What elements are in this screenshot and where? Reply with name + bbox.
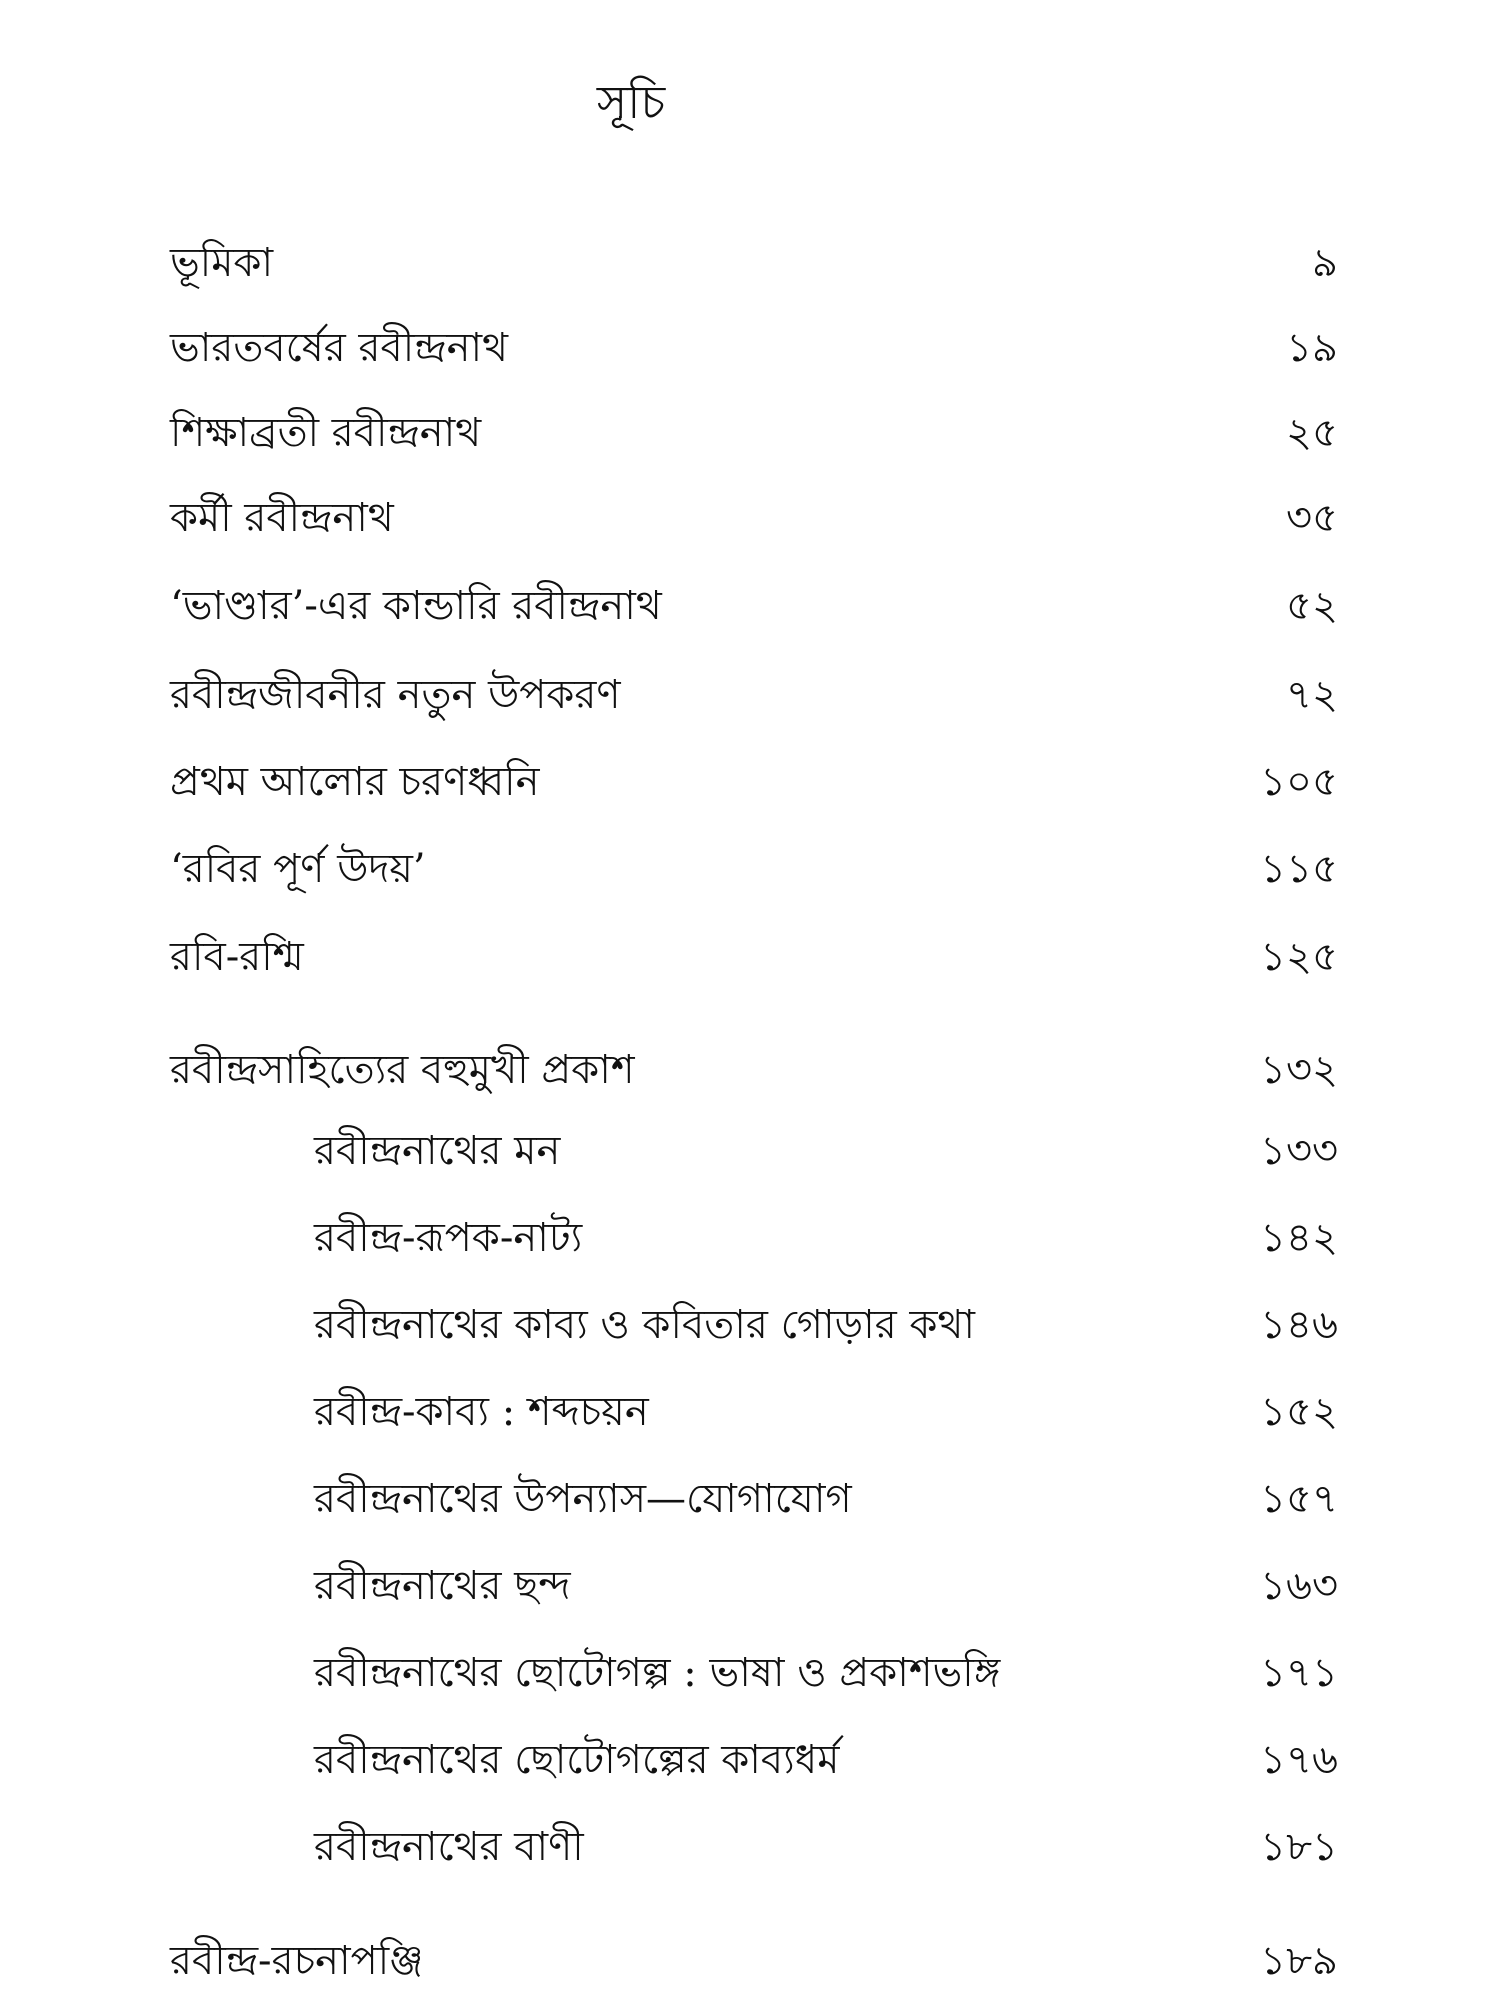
toc-entry-title: রবীন্দ্রনাথের ছোটোগল্প : ভাষা ও প্রকাশভঙ্গি [314, 1650, 1001, 1696]
toc-entry [0, 228, 1500, 298]
toc-entry-title: রবীন্দ্র-কাব্য : শব্দচয়ন [314, 1389, 649, 1435]
toc-entry-title: রবীন্দ্রনাথের মন [314, 1128, 561, 1174]
toc-entry [0, 747, 1500, 817]
toc-entry-title: প্রথম আলোর চরণধ্বনি [170, 759, 540, 805]
toc-subentry [0, 1203, 1500, 1273]
toc-entry-title: রবীন্দ্রজীবনীর নতুন উপকরণ [170, 672, 621, 718]
toc-entry-page: ৯ [1312, 240, 1338, 286]
toc-entry-page: ২৫ [1286, 410, 1338, 456]
toc-entry [0, 660, 1500, 730]
toc-entry-page: ১৩২ [1260, 1047, 1338, 1093]
toc-entry-page: ৩৫ [1286, 495, 1338, 541]
toc-entry-title: ‘ভাণ্ডার’-এর কান্ডারি রবীন্দ্রনাথ [170, 583, 662, 629]
toc-subentry [0, 1116, 1500, 1186]
toc-entry-page: ১০৫ [1260, 759, 1338, 805]
toc-entry-title: ভারতবর্ষের রবীন্দ্রনাথ [170, 325, 508, 371]
toc-entry-title: রবীন্দ্র-রচনাপঞ্জি [170, 1938, 424, 1984]
toc-entry-title: রবীন্দ্র-রূপক-নাট্য [314, 1215, 583, 1261]
toc-entry [0, 483, 1500, 553]
toc-entry-page: ১৭১ [1260, 1650, 1338, 1696]
toc-entry [0, 1926, 1500, 1996]
toc-entry-page: ১২৫ [1260, 934, 1338, 980]
toc-entry-page: ৫২ [1286, 583, 1338, 629]
toc-subentry [0, 1464, 1500, 1534]
toc-entry [0, 1035, 1500, 1105]
toc-subentry [0, 1551, 1500, 1621]
toc-subentry [0, 1812, 1500, 1882]
toc-entry-title: ভূমিকা [170, 240, 274, 286]
toc-subentry [0, 1290, 1500, 1360]
toc-entry [0, 922, 1500, 992]
toc-entry-page: ১৫৭ [1260, 1476, 1338, 1522]
toc-entry-page: ১৮৯ [1260, 1938, 1338, 1984]
toc-entry-page: ১৫২ [1260, 1389, 1338, 1435]
toc-entry-title: শিক্ষাব্রতী রবীন্দ্রনাথ [170, 410, 482, 456]
toc-entry-page: ১১৫ [1260, 846, 1338, 892]
toc-entry-page: ১৩৩ [1260, 1128, 1338, 1174]
toc-entry-page: ১৭৬ [1260, 1737, 1338, 1783]
toc-entry-title: রবীন্দ্রসাহিত্যের বহুমুখী প্রকাশ [170, 1047, 635, 1093]
toc-entry-title: রবি-রশ্মি [170, 934, 304, 980]
toc-entry [0, 398, 1500, 468]
page-title: সূচি [596, 75, 666, 129]
toc-entry-page: ১৬৩ [1260, 1563, 1338, 1609]
toc-entry-title: রবীন্দ্রনাথের ছোটোগল্পের কাব্যধর্ম [314, 1737, 840, 1783]
toc-entry-title: রবীন্দ্রনাথের উপন্যাস—যোগাযোগ [314, 1476, 852, 1522]
toc-entry-page: ৭২ [1285, 672, 1338, 718]
toc-subentry [0, 1638, 1500, 1708]
toc-entry [0, 834, 1500, 904]
toc-entry-title: রবীন্দ্রনাথের কাব্য ও কবিতার গোড়ার কথা [314, 1302, 975, 1348]
toc-entry-page: ১৯ [1286, 325, 1338, 371]
toc-subentry [0, 1725, 1500, 1795]
toc-entry-page: ১৮১ [1260, 1824, 1338, 1870]
toc-subentry [0, 1377, 1500, 1447]
toc-entry-page: ১৪২ [1260, 1215, 1338, 1261]
toc-entry [0, 571, 1500, 641]
toc-entry-title: ‘রবির পূর্ণ উদয়’ [170, 846, 426, 892]
toc-entry-page: ১৪৬ [1260, 1302, 1338, 1348]
toc-entry-title: রবীন্দ্রনাথের ছন্দ [314, 1563, 571, 1609]
toc-entry-title: কর্মী রবীন্দ্রনাথ [170, 495, 394, 541]
toc-entry-title: রবীন্দ্রনাথের বাণী [314, 1824, 584, 1870]
toc-entry [0, 313, 1500, 383]
